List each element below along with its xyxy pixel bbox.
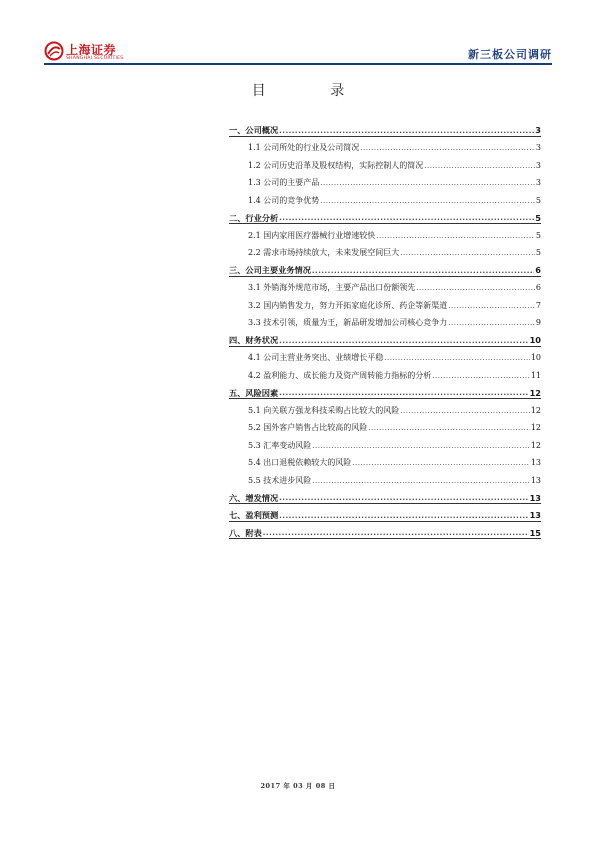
toc-entry-title: 5.1 向关联方强龙科技采购占比较大的风险 (248, 405, 400, 415)
toc-page-number: 15 (529, 527, 541, 538)
toc-page-number: 3 (535, 125, 541, 136)
toc-entry-title: 二、行业分析 (229, 212, 279, 223)
logo-emblem-icon (44, 41, 64, 61)
toc-entry-title: 3.1 外销海外规范市场，主要产品出口份额领先 (248, 283, 416, 292)
toc-subsection-entry[interactable] (229, 170, 541, 188)
toc-dot-leader (312, 443, 530, 450)
toc-dot-leader (312, 478, 530, 485)
toc-dot-leader (376, 233, 535, 240)
toc-dot-leader (400, 250, 535, 257)
toc-entry-title: 3.2 国内销售发力，努力开拓家庭化诊所、药企等新渠道 (248, 300, 448, 310)
toc-dot-leader (352, 460, 530, 467)
toc-section-entry[interactable] (229, 205, 541, 223)
toc-entry-title: 4.1 公司主营业务突出、业绩增长平稳 (248, 353, 384, 362)
footer-date: 2017 年 03 月 08 日 (260, 782, 336, 790)
toc-dot-leader (279, 338, 528, 345)
toc-entry-title: 八、附表 (229, 527, 262, 538)
toc-subsection-entry[interactable] (229, 222, 541, 240)
toc-page-number: 12 (530, 440, 541, 450)
toc-section-entry[interactable] (229, 257, 541, 275)
toc-entry-title: 1.2 公司历史沿革及股权结构，实际控制人的简况 (248, 160, 424, 170)
toc-page-number: 7 (535, 300, 541, 310)
toc-subsection-entry[interactable] (229, 152, 541, 170)
toc-entry-title: 3.3 技术引领，质量为王，新品研发增加公司核心竞争力 (248, 318, 448, 327)
toc-subsection-entry[interactable] (229, 450, 541, 468)
toc-dot-leader (279, 390, 528, 397)
toc-section-entry[interactable] (229, 380, 541, 398)
toc-entry-title: 六、增发情况 (229, 492, 279, 503)
toc-dot-leader (416, 285, 535, 292)
toc-dot-leader (263, 530, 529, 537)
toc-section-entry[interactable] (229, 502, 541, 520)
toc-page-number: 6 (535, 265, 541, 276)
toc-page-number: 10 (529, 335, 541, 346)
toc-dot-leader (320, 180, 535, 187)
toc-subsection-entry[interactable] (229, 345, 541, 363)
toc-section-entry[interactable] (229, 327, 541, 345)
toc-title: 目 录 (251, 83, 375, 99)
toc-section-entry[interactable] (229, 485, 541, 503)
toc-dot-leader (279, 513, 528, 520)
toc-page-number: 3 (535, 160, 541, 170)
toc-dot-leader (368, 425, 530, 432)
toc-subsection-entry[interactable] (229, 415, 541, 433)
toc-page-number: 5 (535, 195, 541, 205)
toc-subsection-entry[interactable] (229, 467, 541, 485)
toc-page-number: 12 (530, 405, 541, 415)
toc-entry-title: 1.1 公司所处的行业及公司简况 (248, 143, 360, 152)
toc-entry-title: 一、公司概况 (229, 125, 279, 136)
toc-page-number: 12 (530, 423, 541, 432)
toc-subsection-entry[interactable] (229, 362, 541, 380)
toc-page-number: 11 (530, 370, 541, 380)
header-divider (44, 63, 552, 65)
page-header (44, 38, 552, 66)
toc-subsection-entry[interactable] (229, 432, 541, 450)
toc-entry-title: 1.3 公司的主要产品 (248, 178, 320, 187)
toc-page-number: 10 (530, 353, 541, 362)
toc-entry-title: 5.4 出口退税依赖较大的风险 (248, 458, 352, 467)
toc-dot-leader (279, 128, 534, 135)
toc-entry-title: 5.2 国外客户销售占比较高的风险 (248, 423, 368, 432)
toc-subsection-entry[interactable] (229, 240, 541, 258)
toc-subsection-entry[interactable] (229, 397, 541, 415)
toc-page-number: 5 (535, 230, 541, 240)
toc-page-number: 5 (535, 212, 541, 223)
toc-subsection-entry[interactable] (229, 135, 541, 153)
toc-dot-leader (320, 198, 535, 205)
toc-dot-leader (432, 373, 530, 380)
document-type-label: 新三板公司调研 (468, 48, 552, 61)
toc-entry-title: 1.4 公司的竞争优势 (248, 195, 320, 205)
toc-page-number: 13 (529, 492, 541, 503)
toc-section-entry[interactable] (229, 520, 541, 538)
toc-entry-title: 4.2 盈利能力、成长能力及资产周转能力指标的分析 (248, 370, 432, 380)
toc-subsection-entry[interactable] (229, 275, 541, 293)
toc-dot-leader (400, 408, 530, 415)
toc-page-number: 13 (530, 475, 541, 485)
toc-entry-title: 四、财务状况 (229, 335, 279, 346)
toc-page-number: 3 (535, 178, 541, 187)
toc-dot-leader (312, 268, 534, 275)
toc-dot-leader (279, 495, 528, 502)
toc-entry-title: 5.3 汇率变动风险 (248, 440, 312, 450)
toc-subsection-entry[interactable] (229, 187, 541, 205)
toc-page-number: 3 (535, 143, 541, 152)
toc-entry-title: 2.1 国内家用医疗器械行业增速较快 (248, 230, 376, 240)
toc-page-number: 13 (530, 458, 541, 467)
toc-subsection-entry[interactable] (229, 310, 541, 328)
toc-entry-title: 五、风险因素 (229, 387, 279, 398)
toc-dot-leader (384, 355, 530, 362)
toc-entry-title: 三、公司主要业务情况 (229, 265, 311, 276)
toc-dot-leader (424, 163, 535, 170)
toc-page-number: 5 (535, 248, 541, 257)
toc-page-number: 12 (529, 387, 541, 398)
toc-subsection-entry[interactable] (229, 292, 541, 310)
toc-dot-leader (448, 303, 535, 310)
toc-dot-leader (279, 215, 534, 222)
toc-entry-title: 七、盈利预测 (229, 510, 279, 521)
toc-page-number: 13 (529, 510, 541, 521)
toc-entry-title: 2.2 需求市场持续放大，未来发展空间巨大 (248, 248, 400, 257)
toc-page-number: 6 (535, 283, 541, 292)
toc-dot-leader (448, 320, 535, 327)
toc-dot-leader (360, 145, 535, 152)
company-logo (44, 38, 164, 66)
toc-page-number: 9 (535, 318, 541, 327)
logo-subtext: SHANGHAI SECURITIES (66, 56, 124, 61)
toc-section-entry[interactable] (229, 117, 541, 135)
logo-text: 上海证券 (66, 43, 117, 57)
table-of-contents (229, 117, 541, 537)
toc-entry-title: 5.5 技术进步风险 (248, 475, 312, 485)
